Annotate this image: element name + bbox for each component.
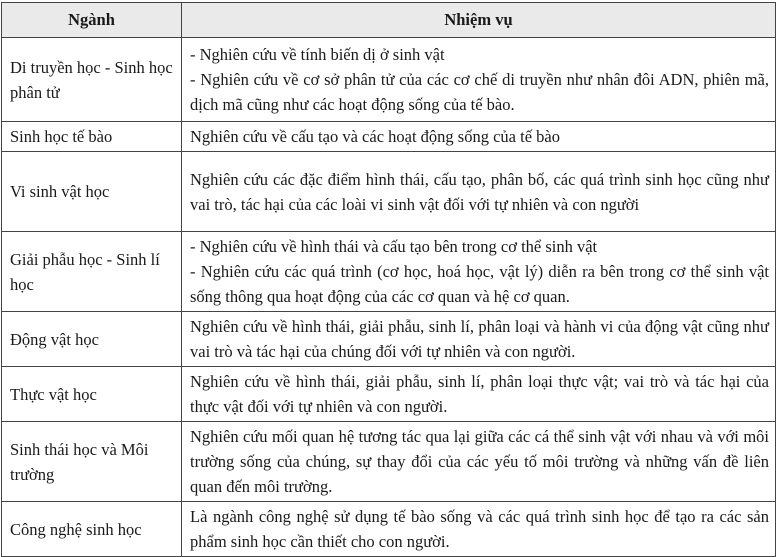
task-cell [182,312,776,367]
task-line: Nghiên cứu các đặc điểm hình thái, cấu tạo, phân bố, các quá trình sinh học cũng như vai trò, tác hại của các loài vi sinh vật đối với tự nhiên và con người [190,169,769,214]
task-line: Nghiên cứu về hình thái, giải phẫu, sinh lí, phân loại và hành vi của động vật cũng như vai trò và tác hại của chúng đối với tự nhiên và con người. [190,317,769,361]
task-cell [182,38,776,122]
task-cell [182,122,776,152]
table-row [2,367,776,422]
field-cell: Động vật học [2,312,182,367]
table-row [2,502,776,557]
header-field: Ngành [2,3,182,38]
task-line: - Nghiên cứu về cơ sở phân tử của các cơ chế di truyền như nhân đôi ADN, phiên mã, dịch mã cũng như các hoạt động sống của tế bào. [190,70,769,114]
task-line: - Nghiên cứu về hình thái và cấu tạo bên trong cơ thể sinh vật [190,237,598,256]
task-line: - Nghiên cứu về tính biến dị ở sinh vật [190,45,445,64]
task-line: - Nghiên cứu các quá trình (cơ học, hoá học, vật lý) diễn ra bên trong cơ thể sinh vật sống thông qua hoạt động của các cơ quan và hệ cơ quan. [190,262,769,306]
header-task: Nhiệm vụ [182,3,776,38]
table-row [2,152,776,232]
field-cell: Sinh thái học và Môi trường [2,422,182,502]
field-cell: Di truyền học - Sinh học phân tử [2,38,182,122]
task-line: Nghiên cứu về hình thái, giải phẫu, sinh lí, phân loại thực vật; vai trò và tác hại của thực vật đối với tự nhiên và con người. [190,372,769,416]
table-row [2,422,776,502]
table-row [2,38,776,122]
biology-fields-table [1,2,776,557]
table-row [2,312,776,367]
field-cell: Vi sinh vật học [2,152,182,232]
task-cell [182,422,776,502]
field-cell: Giải phẫu học - Sinh lí học [2,232,182,312]
task-line: Nghiên cứu mối quan hệ tương tác qua lại giữa các cá thể sinh vật với nhau và với môi trường sống của chúng, sự thay đổi của các yếu tố môi trường và những vấn đề liên quan đến môi trường. [190,427,769,496]
task-line: Nghiên cứu về cấu tạo và các hoạt động sống của tế bào [190,127,560,146]
task-cell [182,367,776,422]
field-cell: Sinh học tế bào [2,122,182,152]
table-header-row [2,3,776,38]
task-cell [182,232,776,312]
task-cell [182,502,776,557]
table-row [2,122,776,152]
table-row [2,232,776,312]
task-line: Là ngành công nghệ sử dụng tế bào sống và các quá trình sinh học để tạo ra các sản phẩm sinh học cần thiết cho con người. [190,507,769,551]
field-cell: Thực vật học [2,367,182,422]
task-cell [182,152,776,232]
field-cell: Công nghệ sinh học [2,502,182,557]
